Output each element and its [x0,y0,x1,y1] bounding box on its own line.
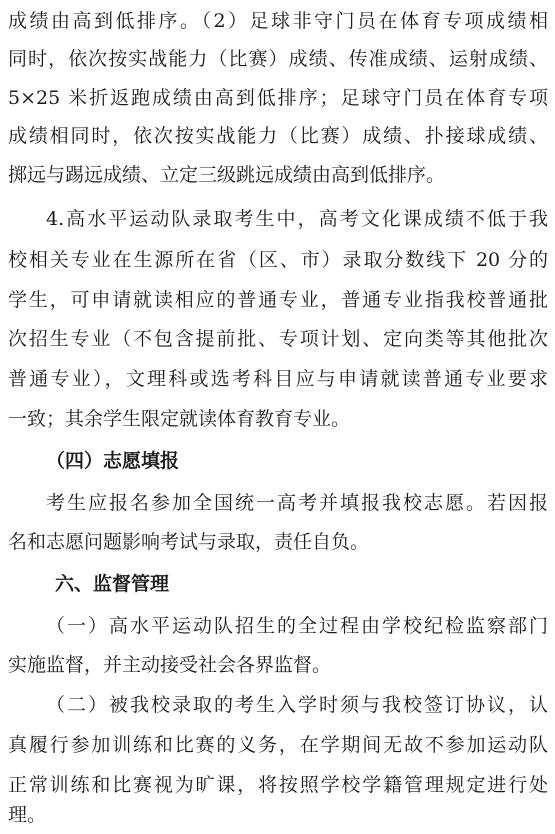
body-text-line: 成绩由高到低排序。（2）足球非守门员在体育专项成绩相 [8,10,548,32]
body-text-line: 同时，依次按实战能力（比赛）成绩、传准成绩、运射成绩、 [8,48,548,70]
body-text-line: 真履行参加训练和比赛的义务，在学期间无故不参加运动队 [8,734,548,756]
paragraph-first-line: （一）高水平运动队招生的全过程由学校纪检监察部门 [46,615,548,637]
body-text-line: 名和志愿问题影响考试与录取，责任自负。 [8,531,370,553]
body-text-line: 普通专业），文理科或选考科目应与申请就读普通专业要求 [8,368,548,390]
paragraph-first-line: 考生应报名参加全国统一高考并填报我校志愿。若因报 [46,492,548,514]
body-text-line: 一致；其余学生限定就读体育教育专业。 [8,408,351,430]
body-text-line: 学生，可申请就读相应的普通专业，普通专业指我校普通批 [8,289,548,311]
body-text-line: 次招生专业（不包含提前批、专项计划、定向类等其他批次 [8,328,548,350]
body-text-line: 掷远与踢远成绩、立定三级跳远成绩由高到低排序。 [8,164,446,186]
body-text-line: 校相关专业在生源所在省（区、市）录取分数线下 20 分的 [8,249,548,271]
body-text-line: 理。 [8,804,47,826]
body-text-line: 实施监督，并主动接受社会各界监督。 [8,654,332,676]
section-heading-volunteer: （四）志愿填报 [46,450,180,472]
paragraph-first-line: 4.高水平运动队录取考生中，高考文化课成绩不低于我 [46,208,548,230]
section-heading-supervision: 六、监督管理 [55,573,170,595]
body-text-line: 5×25 米折返跑成绩由高到低排序；足球守门员在体育专项 [8,87,548,109]
paragraph-first-line: （二）被我校录取的考生入学时须与我校签订协议，认 [46,694,548,716]
body-text-line: 成绩相同时，依次按实战能力（比赛）成绩、扑接球成绩、 [8,125,548,147]
body-text-line: 正常训练和比赛视为旷课，将按照学校学籍管理规定进行处 [8,774,548,796]
